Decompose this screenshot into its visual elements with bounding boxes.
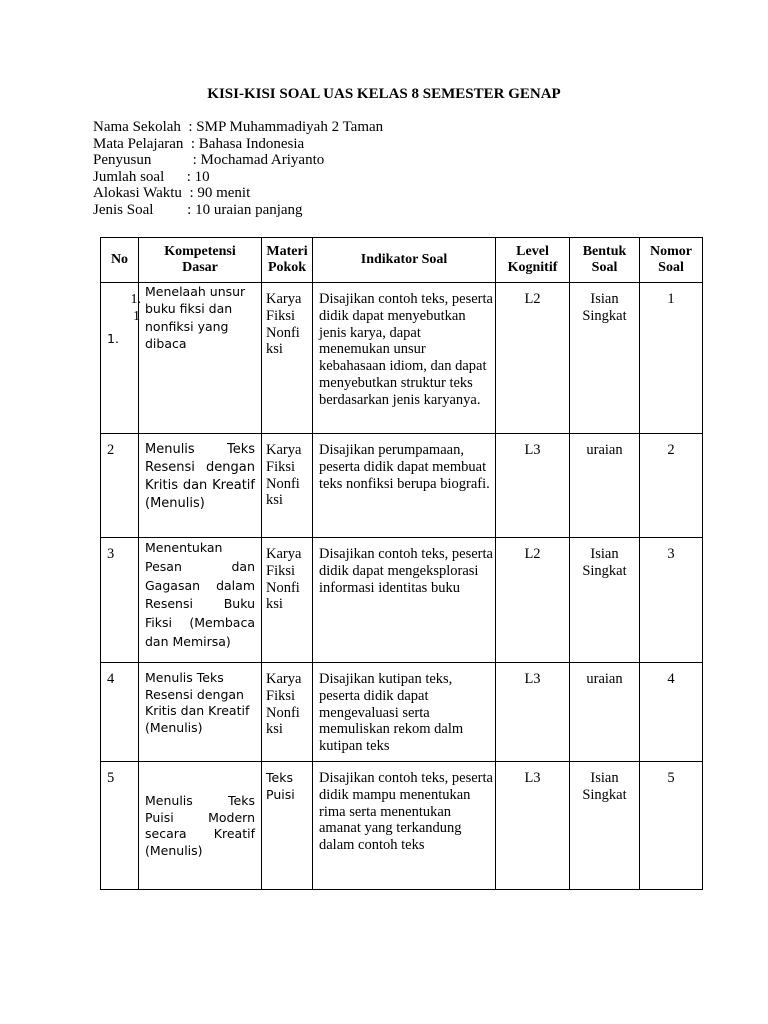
cell-indikator-soal: Disajikan contoh teks, peserta didik dapat menyebutkan jenis karya, dapat menemukan unsur kebahasaan idiom, dan dapat menyebutkan struktur teks berdasarkan jenis karyanya. <box>313 283 496 434</box>
cell-materi-pokok: Karya Fiksi Nonfi ksi <box>262 538 313 663</box>
cell-indikator-soal: Disajikan contoh teks, peserta didik mampu menentukan rima serta menentukan amanat yang terkandung dalam contoh teks <box>313 762 496 890</box>
cell-indikator-soal: Disajikan contoh teks, peserta didik dapat mengeksplorasi informasi identitas buku <box>313 538 496 663</box>
header-materi-pokok: Materi Pokok <box>262 238 313 283</box>
cell-no: 4 <box>101 663 139 762</box>
cell-no: 1. 1 1. <box>101 283 139 434</box>
cell-bentuk-soal: Isian Singkat <box>570 762 640 890</box>
header-level-kognitif: Level Kognitif <box>496 238 570 283</box>
cell-kompetensi-dasar: Menulis Teks Puisi Modern secara Kreatif (Menulis) <box>139 762 262 890</box>
cell-kompetensi-dasar: Menelaah unsur buku fiksi dan nonfiksi yang dibaca <box>139 283 262 434</box>
header-indikator-soal: Indikator Soal <box>313 238 496 283</box>
table-row <box>101 663 703 762</box>
header-nomor-soal: Nomor Soal <box>640 238 703 283</box>
cell-no: 3 <box>101 538 139 663</box>
cell-level-kognitif: L2 <box>496 538 570 663</box>
cell-materi-pokok: Karya Fiksi Nonfi ksi <box>262 434 313 538</box>
header-bentuk-soal: Bentuk Soal <box>570 238 640 283</box>
cell-bentuk-soal: uraian <box>570 663 640 762</box>
cell-level-kognitif: L3 <box>496 663 570 762</box>
meta-jumlah-soal: Jumlah soal : 10 <box>93 168 210 185</box>
cell-level-kognitif: L3 <box>496 434 570 538</box>
cell-bentuk-soal: uraian <box>570 434 640 538</box>
cell-kompetensi-dasar: Menulis Teks Resensi dengan Kritis dan Kreatif (Menulis) <box>139 663 262 762</box>
table-header-row <box>101 238 703 283</box>
document-meta <box>93 119 383 219</box>
cell-kompetensi-dasar: Menulis Teks Resensi dengan Kritis dan Kreatif (Menulis) <box>139 434 262 538</box>
kisi-kisi-table <box>100 237 703 890</box>
cell-no: 5 <box>101 762 139 890</box>
meta-mata-pelajaran: Mata Pelajaran : Bahasa Indonesia <box>93 135 305 152</box>
cell-nomor-soal: 1 <box>640 283 703 434</box>
cell-nomor-soal: 3 <box>640 538 703 663</box>
header-no: No <box>101 238 139 283</box>
table-row <box>101 538 703 663</box>
cell-level-kognitif: L3 <box>496 762 570 890</box>
cell-level-kognitif: L2 <box>496 283 570 434</box>
cell-nomor-soal: 2 <box>640 434 703 538</box>
meta-penyusun: Penyusun : Mochamad Ariyanto <box>93 152 325 169</box>
meta-alokasi-waktu: Alokasi Waktu : 90 menit <box>93 185 251 202</box>
cell-indikator-soal: Disajikan kutipan teks, peserta didik dapat mengevaluasi serta memuliskan rekom dalm kutipan teks <box>313 663 496 762</box>
cell-materi-pokok: Teks Puisi <box>262 762 313 890</box>
cell-materi-pokok: Karya Fiksi Nonfi ksi <box>262 283 313 434</box>
cell-nomor-soal: 5 <box>640 762 703 890</box>
cell-indikator-soal: Disajikan perumpamaan, peserta didik dapat membuat teks nonfiksi berupa biografi. <box>313 434 496 538</box>
cell-materi-pokok: Karya Fiksi Nonfi ksi <box>262 663 313 762</box>
cell-bentuk-soal: Isian Singkat <box>570 283 640 434</box>
cell-bentuk-soal: Isian Singkat <box>570 538 640 663</box>
cell-kompetensi-dasar: Menentukan Pesan dan Gagasan dalam Resensi Buku Fiksi (Membaca dan Memirsa) <box>139 538 262 663</box>
document-title: KISI-KISI SOAL UAS KELAS 8 SEMESTER GENAP <box>207 86 561 102</box>
table-row <box>101 762 703 890</box>
meta-jenis-soal: Jenis Soal : 10 uraian panjang <box>93 201 303 218</box>
meta-nama-sekolah: Nama Sekolah : SMP Muhammadiyah 2 Taman <box>93 119 384 135</box>
header-kompetensi-dasar: Kompetensi Dasar <box>139 238 262 283</box>
table-row <box>101 434 703 538</box>
cell-nomor-soal: 4 <box>640 663 703 762</box>
cell-no: 2 <box>101 434 139 538</box>
table-row <box>101 283 703 434</box>
